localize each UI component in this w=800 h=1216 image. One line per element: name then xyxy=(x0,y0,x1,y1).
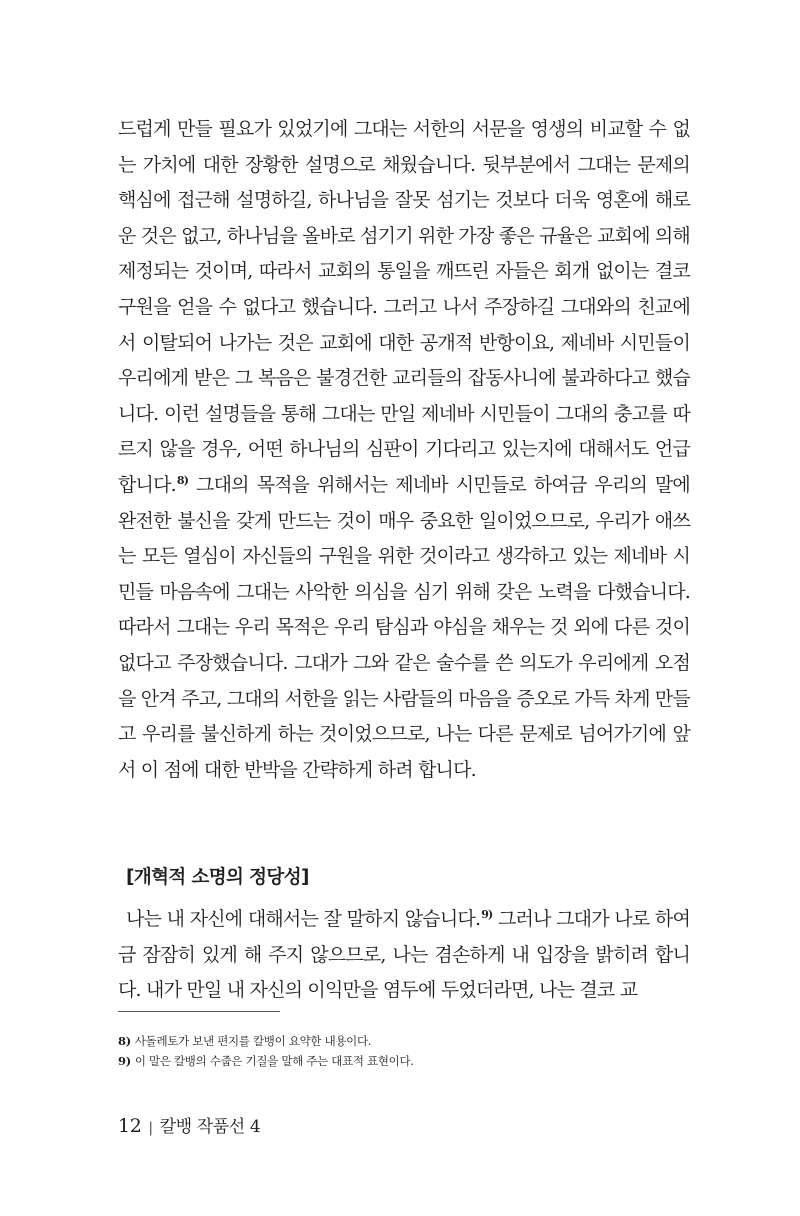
folio-separator: | xyxy=(148,1120,153,1136)
paragraph-text: 그러나 그대가 나로 하여금 잠잠히 있게 해 주지 않으므로, 나는 겸손하게 내 입장을 밝히려 합니다. 내가 만일 내 자신의 이익만을 염두에 두었더라면, 나는 결코 교 xyxy=(118,908,690,1002)
footnote-text: 이 말은 칼뱅의 수줍은 기질을 말해 주는 대표적 표현이다. xyxy=(134,1054,414,1068)
paragraph-text: 그대의 목적을 위해서는 제네바 시민들로 하여금 우리의 말에 완전한 불신을 갖게 만드는 것이 매우 중요한 일이었으므로, 우리가 애쓰는 모든 열심이 자신들의 구원을 위한 것이라고 생각하고 있는 제네바 시민들 마음속에 그대는 사악한 의심을 심기 위해 갖은 노력을 다했습니다. 따라서 그대는 우리 목적은 우리 탐심과 야심을 채우는 것 외에 다른 것이 없다고 주장했습니다. 그대가 그와 같은 술수를 쓴 의도가 우리에게 오점을 안겨 주고, 그대의 서한을 읽는 사람들의 마음을 증오로 가득 차게 만들고 우리를 불신하게 하는 것이었으므로, 나는 다른 문제로 넘어가기에 앞서 이 점에 대한 반박을 간략하게 하려 합니다. xyxy=(118,473,690,781)
paragraph-text: 나는 내 자신에 대해서는 잘 말하지 않습니다. xyxy=(126,908,481,930)
body-paragraph-2 xyxy=(118,902,690,1009)
body-paragraph-1 xyxy=(118,112,690,788)
page-number: 12 xyxy=(118,1115,142,1137)
footnote-ref-9[interactable]: 9) xyxy=(481,908,493,921)
footnote-text: 사돌레토가 보낸 편지를 칼뱅이 요약한 내용이다. xyxy=(134,1034,372,1048)
footnote-number: 8) xyxy=(118,1034,131,1048)
section-heading: [개혁적 소명의 정당성] xyxy=(126,867,309,888)
page-footer xyxy=(118,1112,260,1137)
paragraph-text: 드럽게 만들 필요가 있었기에 그대는 서한의 서문을 영생의 비교할 수 없는 가치에 대한 장황한 설명으로 채웠습니다. 뒷부분에서 그대는 문제의 핵심에 접근해 설명하길, 하나님을 잘못 섬기는 것보다 더욱 영혼에 해로운 것은 없고, 하나님을 올바로 섬기기 위한 가장 좋은 규율은 교회에 의해 제정되는 것이며, 따라서 교회의 통일을 깨뜨린 자들은 회개 없이는 결코 구원을 얻을 수 없다고 했습니다. 그러고 나서 주장하길 그대와의 친교에서 이탈되어 나가는 것은 교회에 대한 공개적 반항이요, 제네바 시민들이 우리에게 받은 그 복음은 불경건한 교리들의 잡동사니에 불과하다고 했습니다. 이런 설명들을 통해 그대는 만일 제네바 시민들이 그대의 충고를 따르지 않을 경우, 어떤 하나님의 심판이 기다리고 있는지에 대해서도 언급합니다. xyxy=(118,118,690,496)
book-title: 칼뱅 작품선 4 xyxy=(159,1117,261,1137)
footnote-divider xyxy=(118,1011,280,1012)
footnote-ref-8[interactable]: 8) xyxy=(176,473,189,487)
footnote-9 xyxy=(118,1051,698,1071)
footnote-number: 9) xyxy=(118,1054,131,1068)
footnotes xyxy=(118,1031,698,1071)
footnote-8 xyxy=(118,1031,698,1051)
